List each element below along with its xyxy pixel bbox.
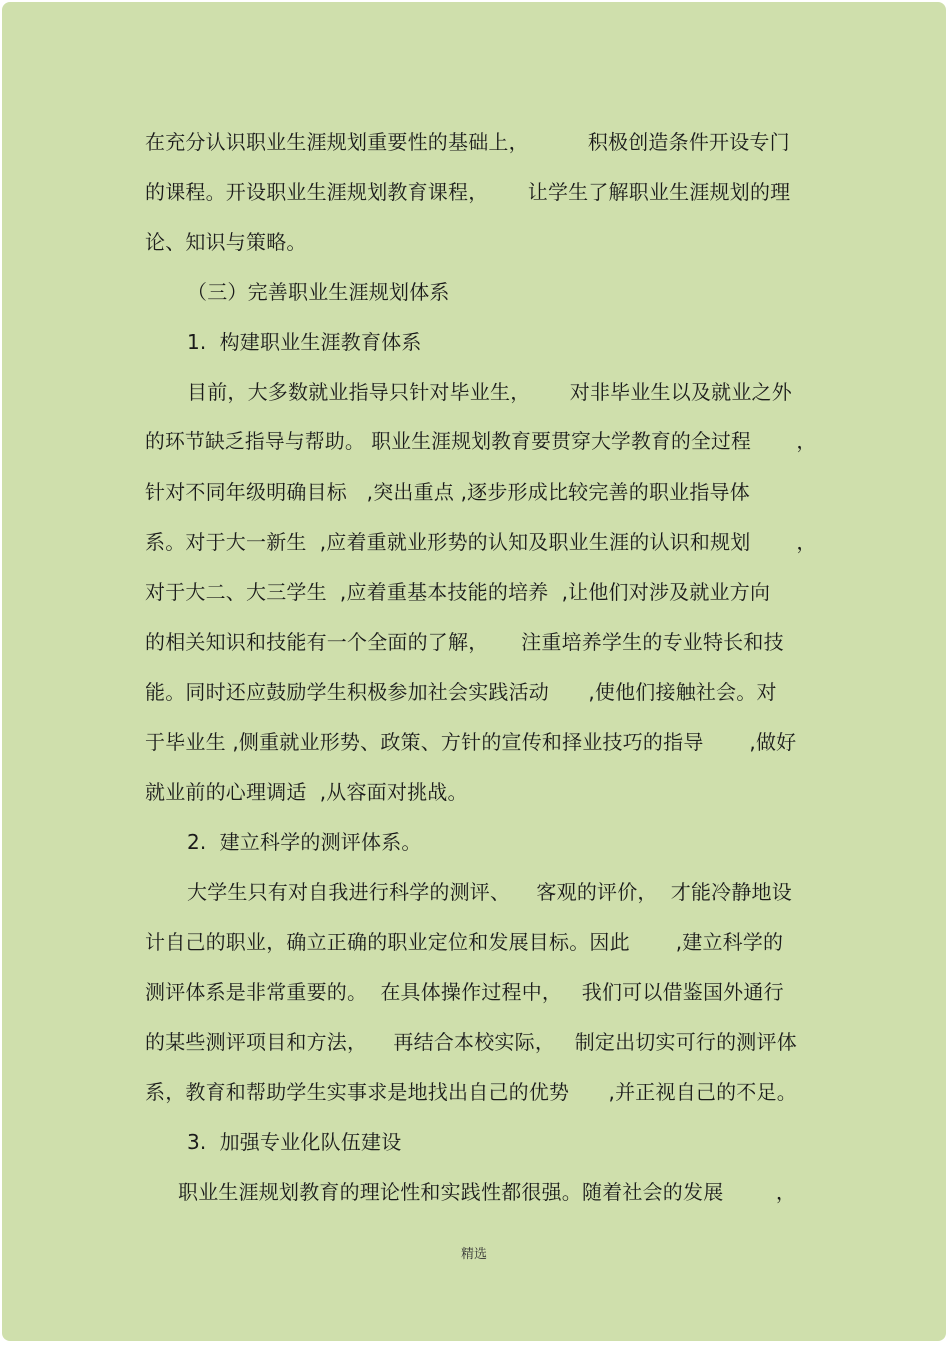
- body-line: 的相关知识和技能有一个全面的了解， 注重培养学生的专业特长和技: [145, 630, 784, 654]
- body-line: 的某些测评项目和方法， 再结合本校实际， 制定出切实可行的测评体: [145, 1030, 797, 1054]
- body-line: 于毕业生 ,侧重就业形势、政策、方针的宣传和择业技巧的指导 ,做好: [145, 730, 797, 754]
- body-line: 对于大二、大三学生 ,应着重基本技能的培养 ,让他们对涉及就业方向: [145, 580, 771, 604]
- subsection-heading: 3. 加强专业化队伍建设: [187, 1130, 402, 1154]
- body-line: 能。同时还应鼓励学生积极参加社会实践活动 ,使他们接触社会。对: [145, 680, 777, 704]
- body-line: 系。对于大一新生 ,应着重就业形势的认知及职业生涯的认识和规划 ，: [145, 530, 817, 554]
- body-line: 目前，大多数就业指导只针对毕业生， 对非毕业生以及就业之外: [187, 380, 792, 404]
- body-line: 职业生涯规划教育的理论性和实践性都很强。随着社会的发展 ，: [178, 1180, 797, 1204]
- body-line: 测评体系是非常重要的。 在具体操作过程中， 我们可以借鉴国外通行: [145, 980, 784, 1004]
- body-line: 的课程。开设职业生涯规划教育课程， 让学生了解职业生涯规划的理: [145, 180, 791, 204]
- document-page: [2, 2, 946, 1341]
- subsection-heading: 2. 建立科学的测评体系。: [187, 830, 422, 854]
- body-line: 系，教育和帮助学生实事求是地找出自己的优势 ,并正视自己的不足。: [145, 1080, 797, 1104]
- subsection-heading: 1. 构建职业生涯教育体系: [187, 330, 422, 354]
- section-heading: （三）完善职业生涯规划体系: [187, 280, 450, 304]
- body-line: 计自己的职业，确立正确的职业定位和发展目标。因此 ,建立科学的: [145, 930, 784, 954]
- body-line: 大学生只有对自我进行科学的测评、 客观的评价， 才能冷静地设: [187, 880, 792, 904]
- page-footer: 精选: [460, 1247, 487, 1262]
- body-line: 在充分认识职业生涯规划重要性的基础上， 积极创造条件开设专门: [145, 130, 790, 154]
- body-line: 针对不同年级明确目标 ,突出重点 ,逐步形成比较完善的职业指导体: [145, 480, 750, 504]
- body-line: 论、知识与策略。: [145, 230, 307, 254]
- body-line: 的环节缺乏指导与帮助。 职业生涯规划教育要贯穿大学教育的全过程 ，: [145, 430, 817, 453]
- body-line: 就业前的心理调适 ,从容面对挑战。: [145, 780, 468, 804]
